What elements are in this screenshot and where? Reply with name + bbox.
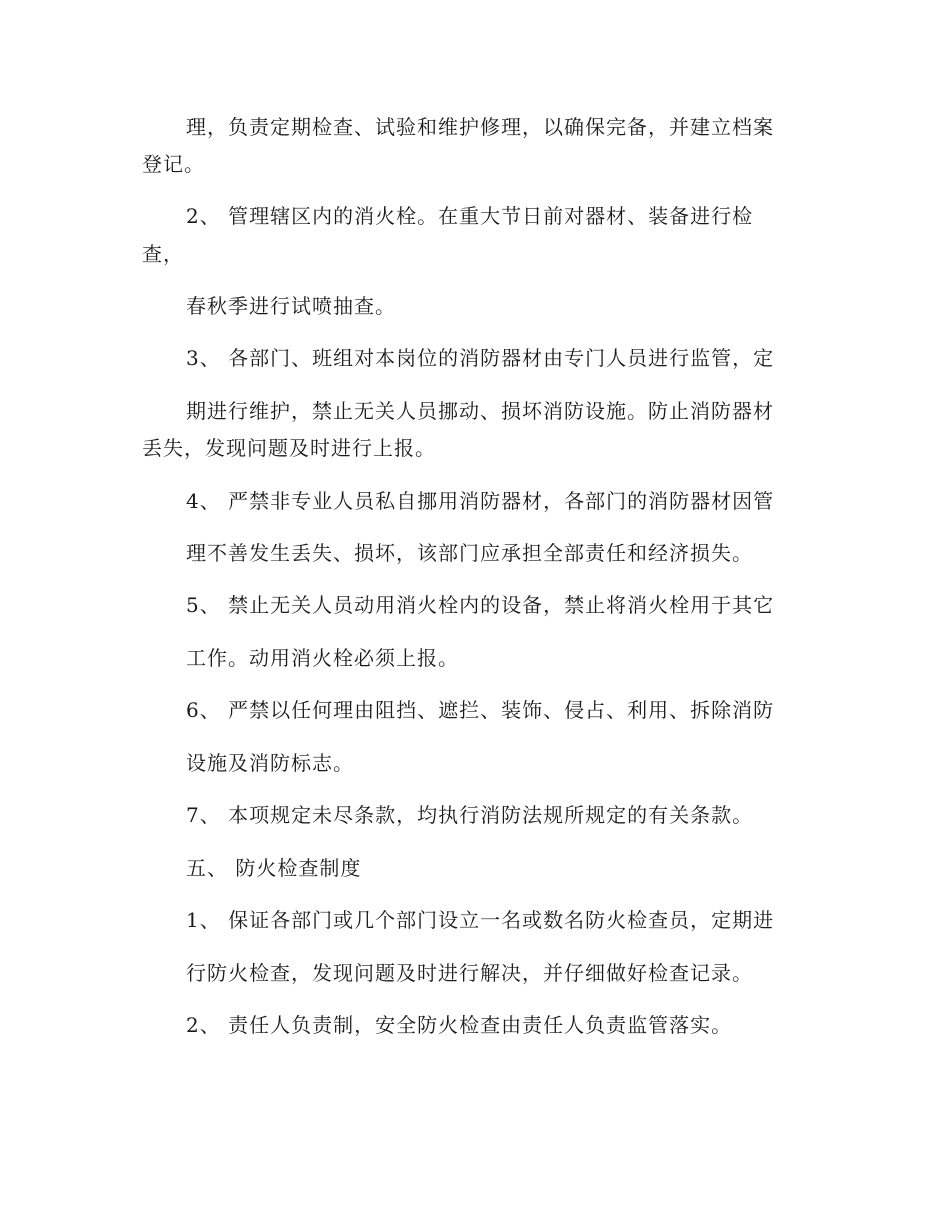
text-line: 春秋季进行试喷抽查。 xyxy=(186,294,396,318)
text-line: 2、 管理辖区内的消火栓。在重大节日前对器材、装备进行检 xyxy=(186,204,754,228)
section-heading: 五、 防火检查制度 xyxy=(186,856,362,880)
text-line: 查， xyxy=(142,242,184,266)
text-line: 2、 责任人负责制，安全防火检查由责任人负责监管落实。 xyxy=(186,1013,733,1037)
text-line: 理不善发生丢失、损坏，该部门应承担全部责任和经济损失。 xyxy=(186,541,753,565)
text-line: 6、 严禁以任何理由阻挡、遮拦、装饰、侵占、利用、拆除消防 xyxy=(186,698,775,722)
text-line: 4、 严禁非专业人员私自挪用消防器材，各部门的消防器材因管 xyxy=(186,489,775,513)
text-line: 设施及消防标志。 xyxy=(186,751,354,775)
text-line: 5、 禁止无关人员动用消火栓内的设备，禁止将消火栓用于其它 xyxy=(186,593,775,617)
text-line: 工作。动用消火栓必须上报。 xyxy=(186,646,459,670)
text-line: 1、 保证各部门或几个部门设立一名或数名防火检查员，定期进 xyxy=(186,908,775,932)
text-line: 期进行维护，禁止无关人员挪动、损坏消防设施。防止消防器材 xyxy=(186,399,774,423)
text-line: 3、 各部门、班组对本岗位的消防器材由专门人员进行监管，定 xyxy=(186,346,775,370)
text-line: 行防火检查，发现问题及时进行解决，并仔细做好检查记录。 xyxy=(186,961,753,985)
text-line: 理，负责定期检查、试验和维护修理，以确保完备，并建立档案 xyxy=(186,115,774,139)
text-line: 登记。 xyxy=(142,152,205,176)
text-line: 丢失，发现问题及时进行上报。 xyxy=(142,436,436,460)
text-line: 7、 本项规定未尽条款，均执行消防法规所规定的有关条款。 xyxy=(186,803,754,827)
